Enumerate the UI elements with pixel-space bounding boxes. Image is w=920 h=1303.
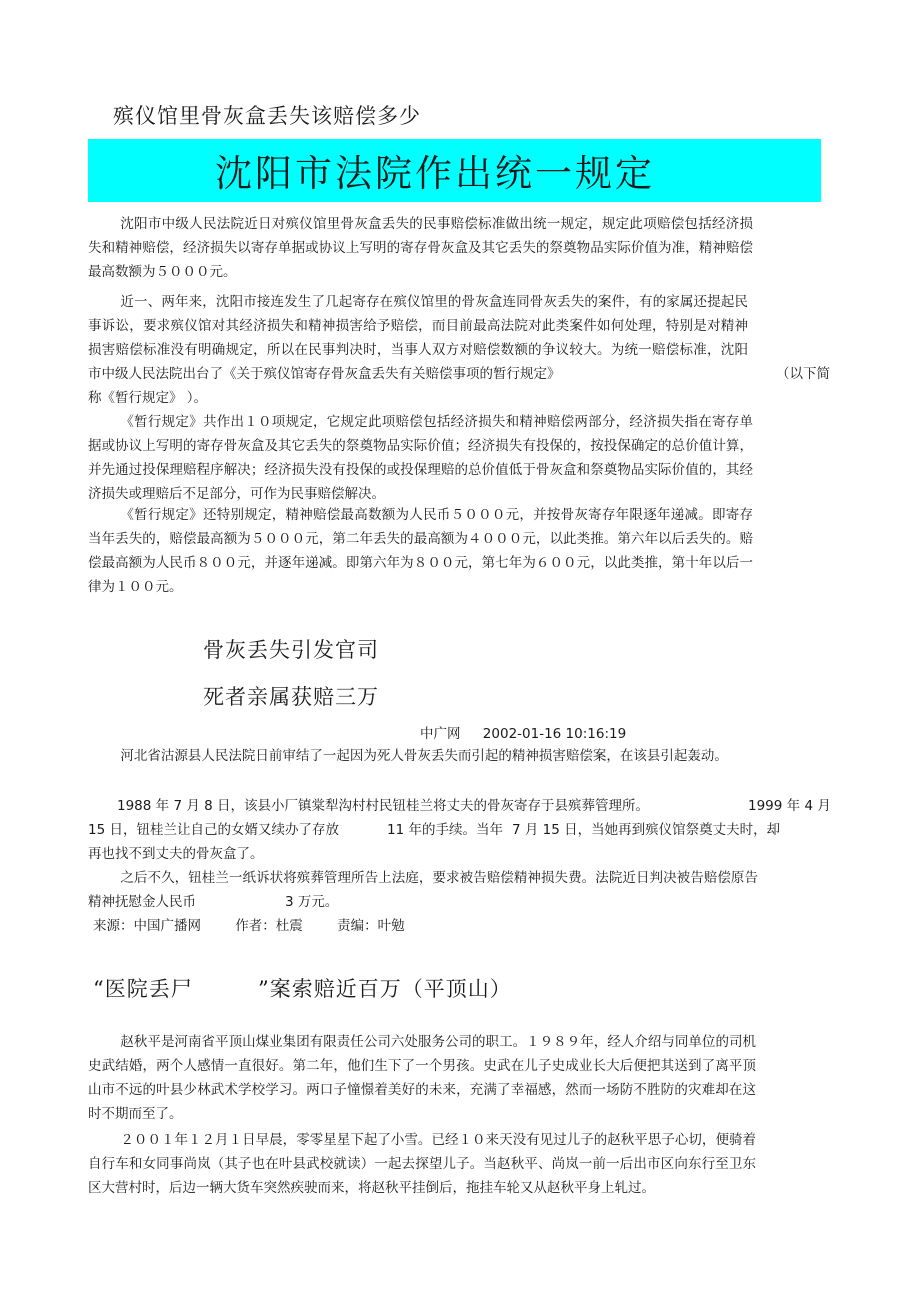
paragraph-q3: 之后不久，钮桂兰一纸诉状将殡葬管理所告上法庭，要求被告赔偿精神损失费。法院近日判决被告赔偿原告精神抚慰金人民币 [88,870,758,910]
author-label: 作者：杜震 [235,918,303,934]
paragraph-q2-line3: 再也找不到丈夫的骨灰盒了。 [88,846,264,862]
paragraph-4: 《暂行规定》还特别规定，精神赔偿最高数额为人民币５０００元，并按骨灰寄存年限逐年递减。即寄存当年丢失的，赔偿最高额为５０００元，第二年丢失的最高额为４０００元，以此类推。第六年以后丢失的。赔偿最高额为人民币８００元，并逐年递减。即第六年为８００元，第七年为６００元，以此类推，第十年以后一律为１００元。 [88,507,753,595]
paragraph-q2-line2c: 7 月 15 日，当她再到殡仪馆祭奠丈夫时，却 [512,822,781,838]
paragraph-q2-line1: 1988 年 7 月 8 日，该县小厂镇棠犁沟村村民钮桂兰将丈夫的骨灰寄存于县殡葬管理所。 [117,798,649,814]
paragraph-q3-amount: 3 万元。 [285,894,339,910]
paragraph-1: 沈阳市中级人民法院近日对殡仪馆里骨灰盒丢失的民事赔偿标准做出统一规定，规定此项赔偿包括经济损失和精神赔偿，经济损失以寄存单据或协议上写明的寄存骨灰盒及其它丢失的祭奠物品实际价值为准，精神赔偿最高数额为５０００元。 [88,216,753,280]
source-line [93,914,435,934]
article-title-1: 殡仪馆里骨灰盒丢失该赔偿多少 [113,104,421,128]
paragraph-3: 《暂行规定》共作出１０项规定，它规定此项赔偿包括经济损失和精神赔偿两部分，经济损失指在寄存单据或协议上写明的寄存骨灰盒及其它丢失的祭奠物品实际价值；经济损失有投保的，按投保确定的总价值计算，并先通过投保理赔程序解决；经济损失没有投保的或投保理赔的总价值低于骨灰盒和祭奠物品实际价值的，其经济损失或理赔后不足部分，可作为民事赔偿解决。 [88,414,753,502]
paragraph-r1: 赵秋平是河南省平顶山煤业集团有限责任公司六处服务公司的职工。１９８９年，经人介绍与同单位的司机史武结婚，两个人感情一直很好。第二年，他们生下了一个男孩。史武在儿子史成业长大后便把其送到了离平顶山市不远的叶县少林武术学校学习。两口子憧憬着美好的未来，充满了幸福感，然而一场防不胜防的灾难却在这时不期而至了。 [88,1034,756,1122]
paragraph-2: 近一、两年来，沈阳市接连发生了几起寄存在殡仪馆里的骨灰盒连同骨灰丢失的案件，有的家属还提起民事诉讼，要求殡仪馆对其经济损失和精神损害给予赔偿，而目前最高法院对此类案件如何处理，特别是对精神损害赔偿标准没有明确规定，所以在民事判决时，当事人双方对赔偿数额的争议较大。为统一赔偿标准，沈阳市中级人民法院出台了《关于殡仪馆寄存骨灰盒丢失有关赔偿事项的暂行规定》 [88,294,748,382]
section-subheading-1: 死者亲属获赔三万 [203,685,379,709]
section-heading-2-left: “医院丢尸 [93,977,193,1001]
byline-source: 中广网 [420,726,461,742]
paragraph-q1: 河北省沽源县人民法院日前审结了一起因为死人骨灰丢失而引起的精神损害赔偿案，在该县引起轰动。 [120,748,728,764]
source-label: 来源：中国广播网 [93,918,201,934]
section-heading-2-right: ”案索赔近百万（平顶山） [258,977,512,1001]
paragraph-r2: ２００１年１２月１日早晨，零零星星下起了小雪。已经１０来天没有见过儿子的赵秋平思子心切，便骑着自行车和女同事尚岚（其子也在叶县武校就读）一起去探望儿子。当赵秋平、尚岚一前一后出市区向东行至卫东区大营村时，后边一辆大货车突然疾驶而来，将赵秋平挂倒后，拖挂车轮又从赵秋平身上轧过。 [88,1132,756,1196]
paragraph-2-end: 称《暂行规定》 ）。 [88,390,208,406]
paragraph-2-tail: （以下简 [776,366,830,382]
banner-headline: 沈阳市法院作出统一规定 [215,152,655,195]
byline-date: 2002-01-16 10:16:19 [482,726,627,742]
editor-label: 责编：叶勉 [337,918,405,934]
byline [420,722,626,742]
paragraph-q2-line2a: 15 日，钮桂兰让自己的女婿又续办了存放 [88,822,339,838]
paragraph-q2-line2b: 11 年的手续。当年 [387,822,503,838]
paragraph-q2-line1-tail: 1999 年 4 月 [748,798,831,814]
section-heading-1: 骨灰丢失引发官司 [203,638,379,662]
